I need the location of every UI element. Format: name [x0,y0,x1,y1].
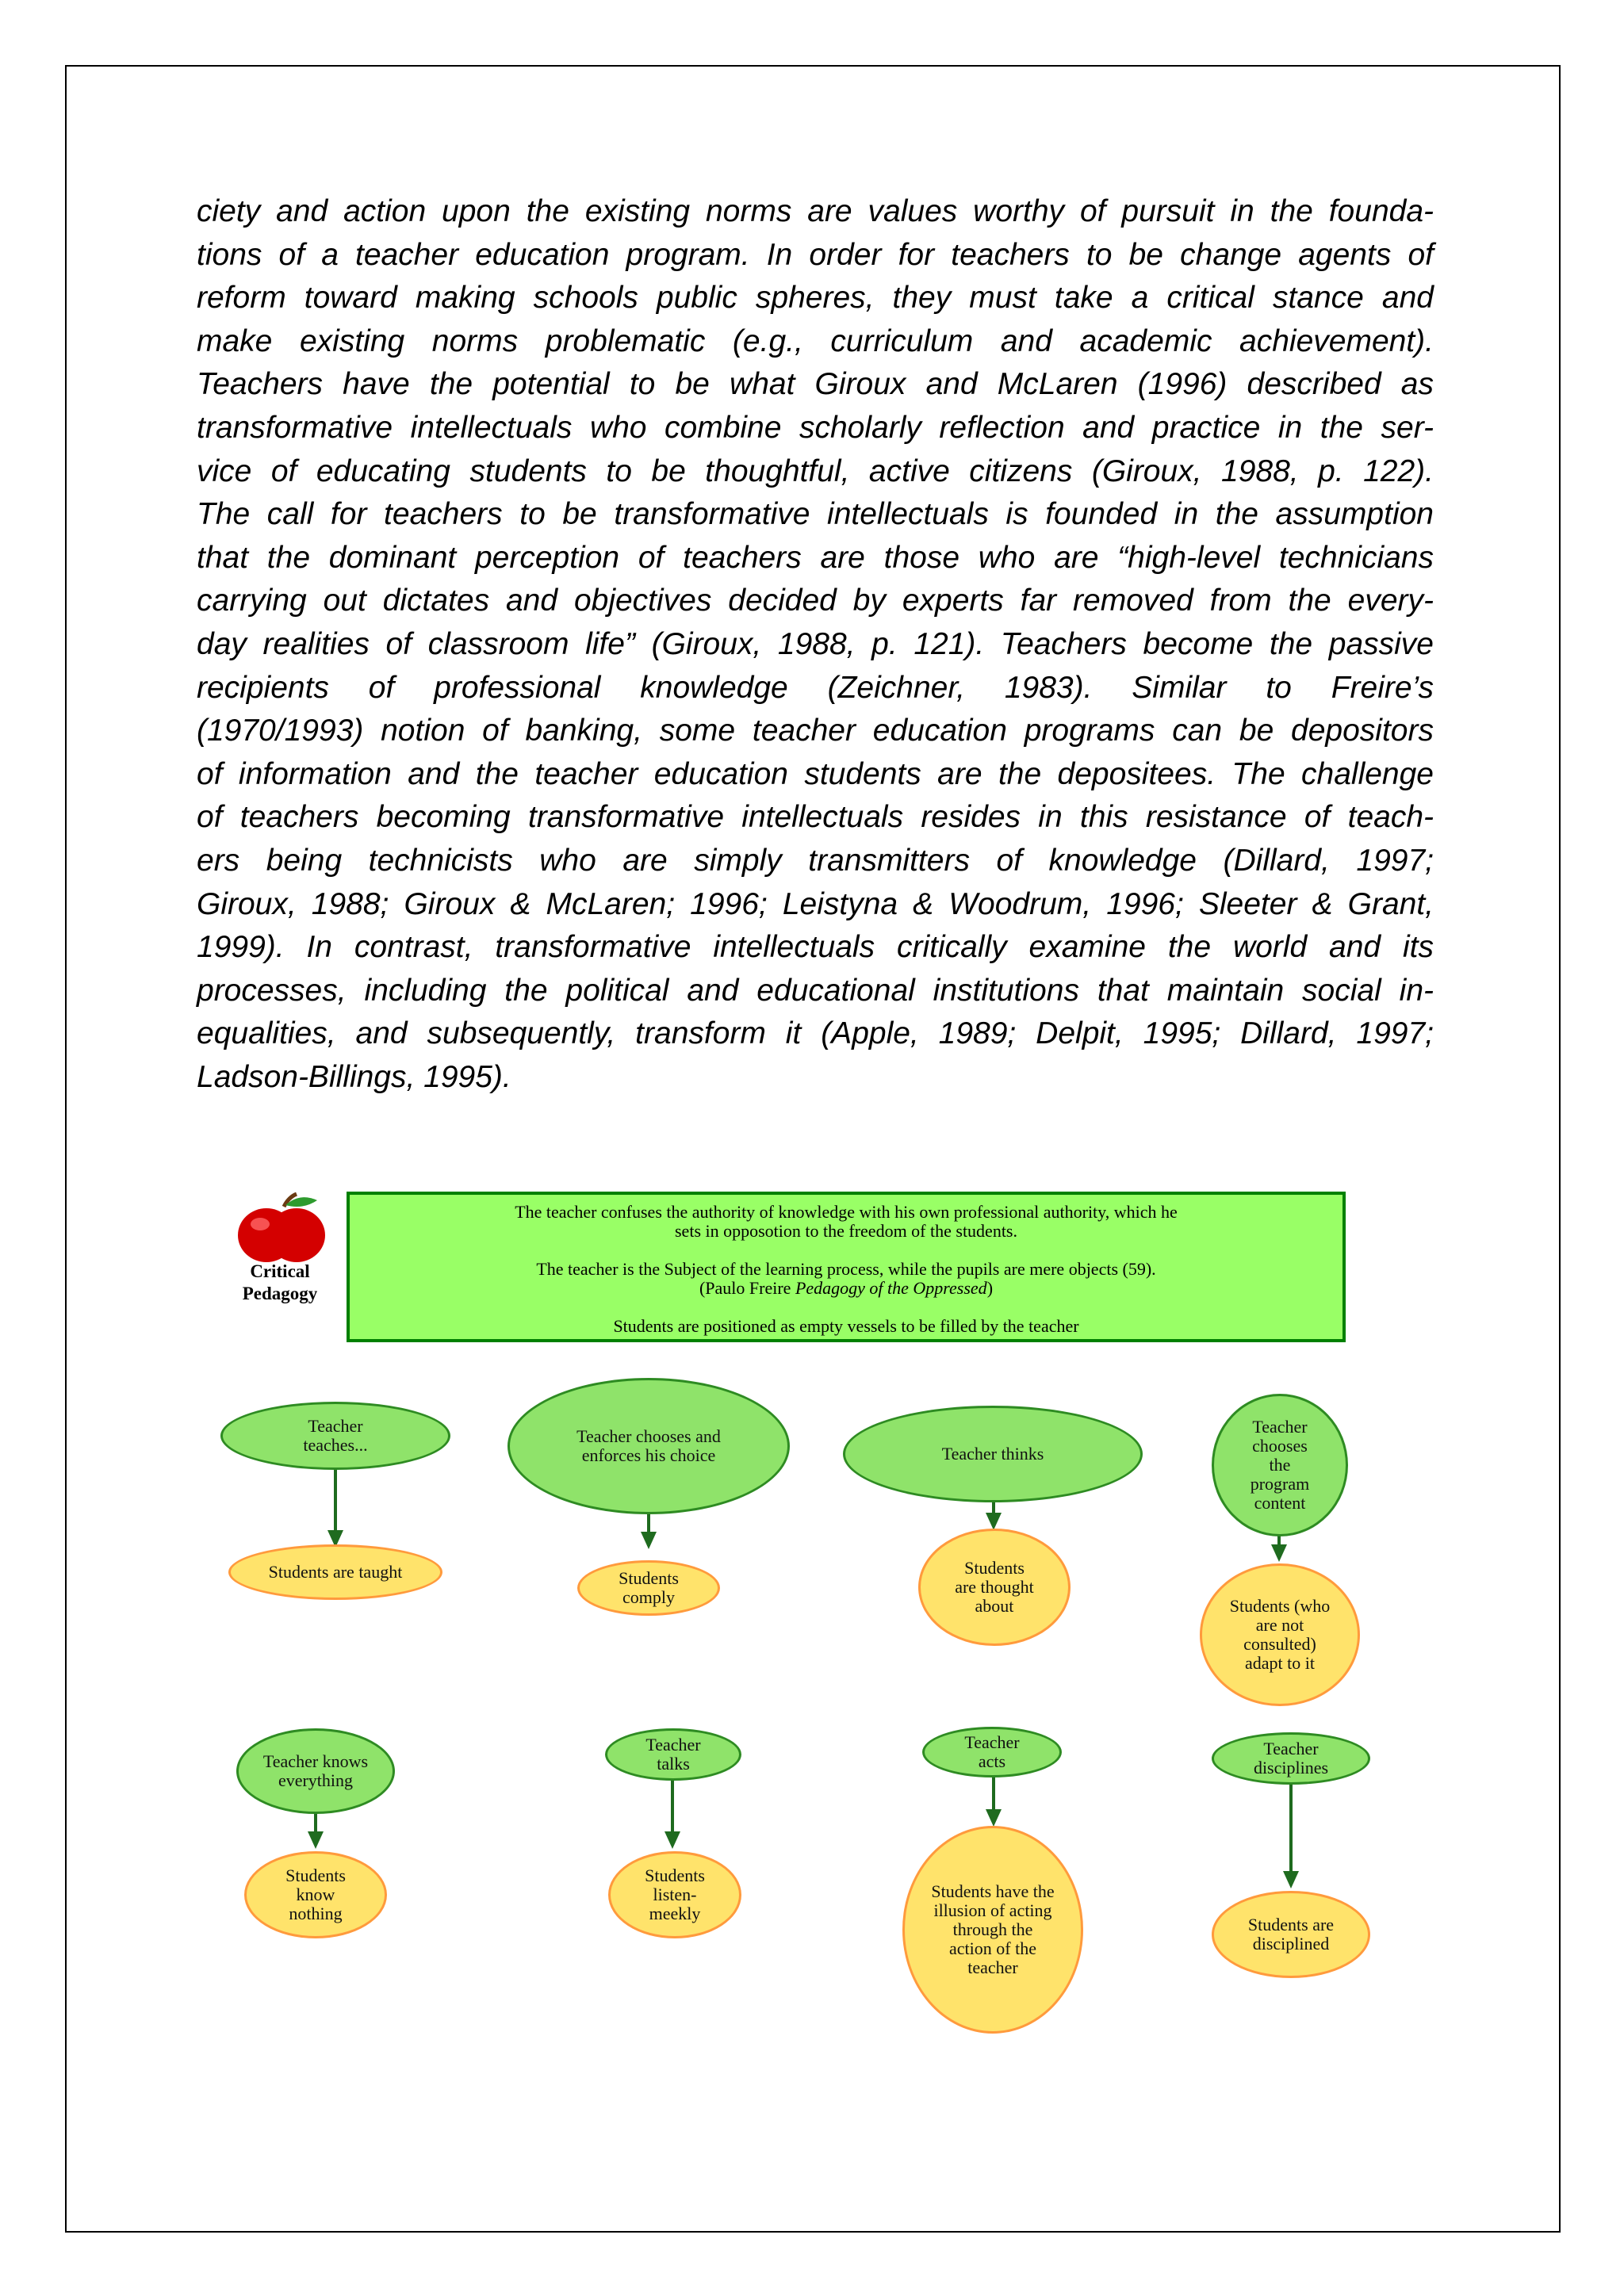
student-node [577,1560,720,1616]
text-line: of information and the teacher education students are the depositees. The challenge [197,756,1434,791]
text-line: transformative intellectuals who combine scholarly reflection and practice in the ser- [197,410,1434,445]
logo-label-line: Critical [250,1261,310,1281]
student-node [608,1851,741,1938]
citation-prefix: (Paulo Freire [699,1278,795,1298]
text-line: of teachers becoming transformative intellectuals resides in this resistance of teach- [197,800,1434,835]
student-node [918,1529,1071,1646]
text-line: recipients of professional knowledge (Zeichner, 1983). Similar to Freire’s [197,670,1434,705]
teacher-node [843,1406,1143,1502]
student-node-label: Students comply [619,1568,679,1607]
text-line: make existing norms problematic (e.g., curriculum and academic achievement). [197,323,1434,358]
student-node [244,1851,387,1938]
text-line: carrying out dictates and objectives decided by experts far removed from the every- [197,584,1434,618]
text-line: The call for teachers to be transformative intellectuals is founded in the assumption [197,497,1434,532]
arrowhead [641,1532,657,1549]
student-node-label: Students know nothing [285,1866,346,1923]
text-line: that the dominant perception of teachers are those who are “high-level technicians [197,540,1434,575]
text-line: equalities, and subsequently, transform it (Apple, 1989; Delpit, 1995; Dillard, 1997; [197,1016,1434,1051]
teacher-node-label: Teacher knows everything [262,1751,369,1790]
text-line: Teachers have the potential to be what Giroux and McLaren (1996) described as [197,367,1434,402]
text-line: Ladson-Billings, 1995). [197,1059,511,1094]
logo-label-line: Pedagogy [242,1284,318,1303]
teacher-node [1212,1394,1348,1536]
teacher-node [605,1728,741,1781]
teacher-node [922,1727,1062,1777]
arrowhead [1271,1544,1287,1562]
teacher-node [508,1378,790,1514]
student-node-label: Students are taught [268,1562,403,1582]
quote-line: The teacher confuses the authority of knowledge with his own professional authority, which he [515,1202,1178,1222]
student-node-label: Students are disciplined [1247,1915,1335,1954]
student-node-label: Students (who are not consulted) adapt to it [1229,1596,1331,1673]
student-node-label: Students are thought about [955,1558,1034,1616]
text-line: reform toward making schools public spheres, they must take a critical stance and [197,281,1434,316]
arrowhead [308,1831,324,1849]
arrowhead [986,1809,1002,1827]
text-line: tions of a teacher education program. In order for teachers to be change agents of [197,237,1434,272]
text-line: Giroux, 1988; Giroux & McLaren; 1996; Leistyna & Woodrum, 1996; Sleeter & Grant, [197,886,1434,921]
arrowhead [665,1831,680,1849]
quote-line: The teacher is the Subject of the learning process, while the pupils are mere objects (59). [536,1259,1156,1279]
teacher-node-label: Teacher chooses and enforces his choice [576,1426,721,1465]
arrowhead [986,1513,1002,1530]
teacher-node-label: Teacher disciplines [1253,1739,1329,1777]
student-node [1212,1891,1370,1978]
text-line: 1999). In contrast, transformative intellectuals critically examine the world and its [197,930,1434,965]
quote-line: sets in opposotion to the freedom of the students. [675,1221,1017,1241]
text-line: processes, including the political and educational institutions that maintain social in- [197,973,1434,1008]
teacher-node-label: Teacher talks [645,1735,701,1774]
citation-suffix: ) [986,1278,994,1298]
text-line: ciety and action upon the existing norms are values worthy of pursuit in the founda- [197,194,1434,228]
teacher-node-label: Teacher teaches... [303,1416,368,1455]
student-node [1200,1563,1360,1706]
text-line: vice of educating students to be thoughtful, active citizens (Giroux, 1988, p. 122). [197,453,1434,488]
citation-title: Pedagogy of the Oppressed [795,1278,987,1298]
teacher-node [220,1402,450,1470]
text-line: ers being technicists who are simply transmitters of knowledge (Dillard, 1997; [197,843,1434,878]
student-node [228,1544,442,1600]
student-node-label: Students have the illusion of acting through the action of the teacher [931,1881,1055,1977]
teacher-node-label: Teacher chooses the program content [1250,1417,1310,1513]
student-node-label: Students listen- meekly [645,1866,705,1923]
student-node [902,1826,1083,2034]
text-line: (1970/1993) notion of banking, some teacher education programs can be depositors [197,714,1434,748]
teacher-node-label: Teacher thinks [941,1444,1044,1464]
teacher-node [236,1728,395,1814]
arrowhead [1283,1871,1299,1888]
quote-line: Students are positioned as empty vessels to be filled by the teacher [613,1316,1079,1336]
teacher-node [1212,1732,1370,1785]
text-line: day realities of classroom life” (Giroux, 1988, p. 121). Teachers become the passive [197,626,1434,661]
teacher-node-label: Teacher acts [964,1732,1020,1771]
